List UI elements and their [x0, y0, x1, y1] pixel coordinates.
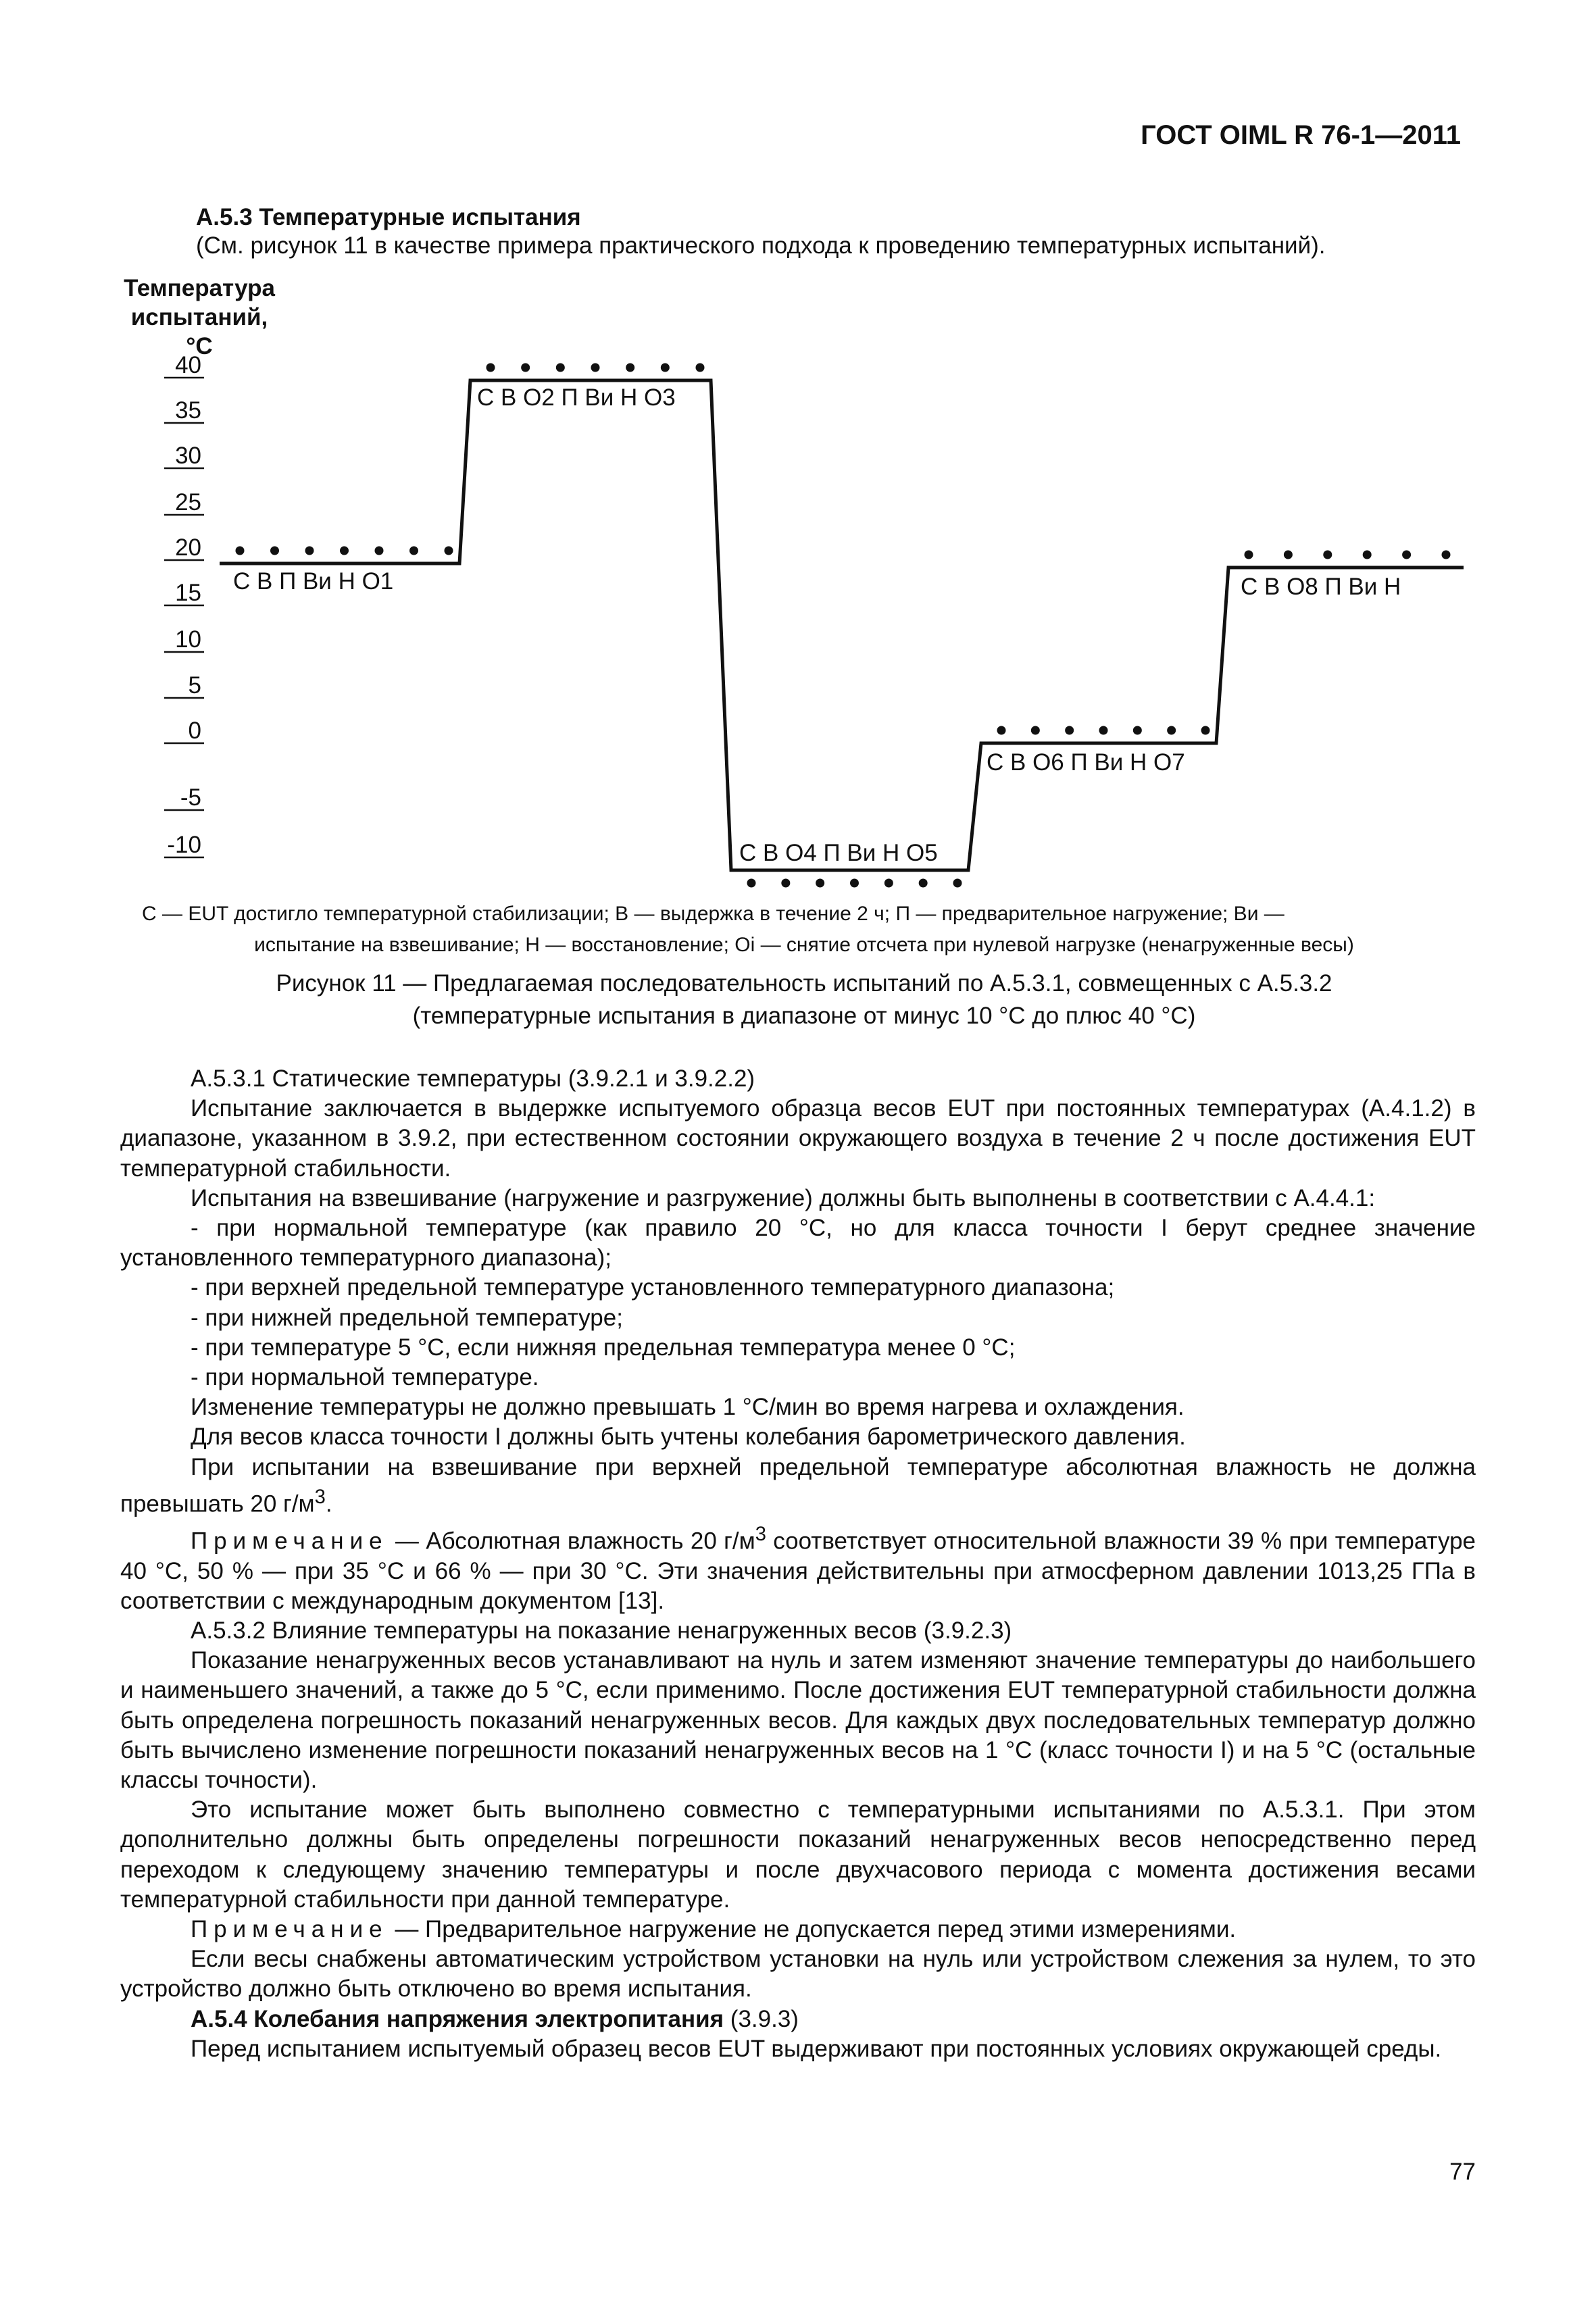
chart-y-axis-label: Температура испытаний, °С — [124, 275, 275, 359]
step-marker-dot — [487, 363, 495, 372]
y-tick-label: 10 — [175, 626, 201, 653]
y-tick-label: 15 — [175, 580, 201, 606]
y-tick-label: -10 — [167, 832, 201, 858]
step-marker-dot — [305, 547, 314, 555]
paragraph: Испытания на взвешивание (нагружение и разгружение) должны быть выполнены в соответствии с А.4.4.1: — [191, 1184, 1376, 1211]
note-2 — [120, 1915, 1476, 1944]
paragraph: Изменение температуры не должно превышать 1 °С/мин во время нагрева и охлаждения. — [191, 1394, 1184, 1421]
y-tick-label: 0 — [188, 718, 201, 744]
step-marker-dot — [1442, 551, 1451, 559]
step-marker-dot — [696, 363, 705, 372]
text: А.5.4 Колебания напряжения электропитания — [191, 2005, 724, 2032]
section-title: А.5.3 Температурные испытания — [196, 204, 581, 230]
y-tick-label: 25 — [175, 489, 201, 515]
step-marker-dot — [953, 879, 962, 888]
legend-line-2: испытание на взвешивание; Н — восстановление; Oi — снятие отсчета при нулевой нагрузке (ненагруженные весы) — [254, 934, 1354, 956]
paragraph — [120, 1453, 1476, 1519]
list-item: - при нижней предельной температуре; — [191, 1304, 623, 1331]
superscript: 3 — [755, 1523, 766, 1545]
step-marker-dot — [236, 547, 245, 555]
paragraph-a531-heading: А.5.3.1 Статические температуры (3.9.2.1 и 3.9.2.2) — [191, 1065, 755, 1092]
temperature-test-chart — [0, 0, 1596, 899]
figure-caption-line-1: Рисунок 11 — Предлагаемая последовательность испытаний по А.5.3.1, совмещенных с А.5.3.2 — [276, 970, 1332, 997]
step-marker-dot — [1284, 551, 1293, 559]
paragraph: Если весы снабжены автоматическим устройством установки на нуль или устройством слежения за нулем, то это устройство должно быть отключено во время испытания. — [120, 1946, 1476, 2003]
step-marker-dot — [375, 547, 384, 555]
step-label: С В О4 П Ви Н О5 — [739, 840, 938, 866]
text: При испытании на взвешивание при верхней предельной температуре абсолютная влажность не должна превышать 20 г/м — [120, 1453, 1476, 1517]
step-marker-dot — [556, 363, 565, 372]
y-tick-label: 40 — [175, 352, 201, 378]
step-marker-dot — [409, 547, 418, 555]
step-marker-dot — [270, 547, 279, 555]
step-marker-dot — [997, 726, 1006, 735]
step-marker-dot — [1245, 551, 1253, 559]
step-marker-dot — [1201, 726, 1210, 735]
note-label: Примечание — [191, 1916, 389, 1942]
step-marker-dot — [661, 363, 670, 372]
temperature-profile-line — [220, 380, 1464, 870]
superscript: 3 — [314, 1486, 326, 1508]
paragraph: Показание ненагруженных весов устанавливают на нуль и затем изменяют значение температуры до наибольшего и наименьшего значений, а также до 5 °С, если применимо. После достижения EUT температурной стабильности должна быть определена погрешность показаний ненагруженных весов. Для каждых двух последовательных температур должно быть вычислено изменение погрешности показаний ненагруженных весов на 1 °С (класс точности I) и на 5 °С (остальные классы точности). — [120, 1647, 1476, 1793]
step-marker-dot — [850, 879, 859, 888]
chart-legend — [142, 899, 1466, 961]
body-text — [120, 1064, 1476, 2064]
step-marker-dot — [1323, 551, 1332, 559]
legend-line-1: С — EUT достигло температурной стабилизации; В — выдержка в течение 2 ч; П — предварительное нагружение; Ви — — [142, 903, 1285, 925]
step-marker-dot — [1133, 726, 1142, 735]
step-label: С В П Ви Н О1 — [233, 568, 394, 595]
list-item: - при температуре 5 °С, если нижняя предельная температура менее 0 °С; — [191, 1334, 1016, 1361]
step-marker-dot — [340, 547, 349, 555]
step-marker-dot — [1167, 726, 1176, 735]
step-marker-dot — [747, 879, 756, 888]
step-marker-dot — [521, 363, 530, 372]
step-marker-dot — [1031, 726, 1040, 735]
list-item: - при нормальной температуре (как правило 20 °С, но для класса точности I берут среднее значение установленного температурного диапазона); — [120, 1215, 1476, 1272]
step-marker-dot — [1363, 551, 1372, 559]
paragraph: Это испытание может быть выполнено совместно с температурными испытаниями по А.5.3.1. При этом дополнительно должны быть определены погрешности показаний ненагруженных весов непосредственно перед переходом к следующему значению температуры и после двухчасового периода с момента достижения весами температурной стабильности при данной температуре. — [120, 1796, 1476, 1913]
section-subtitle: (См. рисунок 11 в качестве примера практического подхода к проведению температурных испытаний). — [196, 232, 1326, 259]
step-marker-dot — [445, 547, 453, 555]
section-a54-heading — [120, 2005, 1476, 2034]
step-marker-dot — [919, 879, 928, 888]
page-number: 77 — [1449, 2159, 1476, 2185]
note-1 — [120, 1519, 1476, 1616]
step-marker-dot — [626, 363, 634, 372]
text: — Абсолютная влажность 20 г/м — [388, 1528, 755, 1555]
step-marker-dot — [1099, 726, 1108, 735]
paragraph-a532-heading: А.5.3.2 Влияние температуры на показание ненагруженных весов (3.9.2.3) — [191, 1617, 1012, 1644]
list-item: - при нормальной температуре. — [191, 1364, 539, 1391]
paragraph: Испытание заключается в выдержке испытуемого образца весов EUT при постоянных температурах (А.4.1.2) в диапазоне, указанном в 3.9.2, при естественном состоянии окружающего воздуха в течение 2 ч после достижения EUT температурной стабильности. — [120, 1095, 1476, 1182]
note-label: Примечание — [191, 1528, 389, 1555]
step-marker-dot — [1402, 551, 1411, 559]
step-marker-dot — [591, 363, 600, 372]
y-tick-label: 30 — [175, 443, 201, 469]
step-marker-dot — [1065, 726, 1074, 735]
document-header: ГОСТ OIML R 76-1—2011 — [1141, 120, 1461, 150]
step-marker-dot — [781, 879, 790, 888]
step-marker-dot — [816, 879, 824, 888]
paragraph: Перед испытанием испытуемый образец весов EUT выдерживают при постоянных условиях окружающей среды. — [191, 2035, 1442, 2062]
text: (3.9.3) — [724, 2005, 799, 2032]
y-tick-label: 20 — [175, 534, 201, 561]
text: . — [325, 1490, 332, 1517]
text: — Предварительное нагружение не допускается перед этими измерениями. — [388, 1916, 1237, 1942]
step-marker-dot — [884, 879, 893, 888]
list-item: - при верхней предельной температуре установленного температурного диапазона; — [191, 1274, 1115, 1301]
y-tick-label: 35 — [175, 397, 201, 424]
figure-caption-line-2: (температурные испытания в диапазоне от минус 10 °С до плюс 40 °С) — [412, 1003, 1196, 1029]
step-label: С В О6 П Ви Н О7 — [987, 749, 1185, 776]
paragraph: Для весов класса точности I должны быть учтены колебания барометрического давления. — [191, 1424, 1186, 1451]
figure-caption — [142, 967, 1466, 1032]
text: соответствует относительной влажности 39 % при температуре 40 °С, 50 % — при 35 °С и 66 % — при 30 °С. Эти значения действительны при атмосферном давлении 1013,25 ГПа в соответствии с международным документом [13]. — [120, 1528, 1476, 1614]
step-label: С В О8 П Ви Н — [1241, 574, 1401, 600]
y-tick-label: 5 — [188, 672, 201, 699]
y-tick-label: -5 — [180, 784, 201, 811]
step-label: С В О2 П Ви Н О3 — [477, 384, 676, 411]
